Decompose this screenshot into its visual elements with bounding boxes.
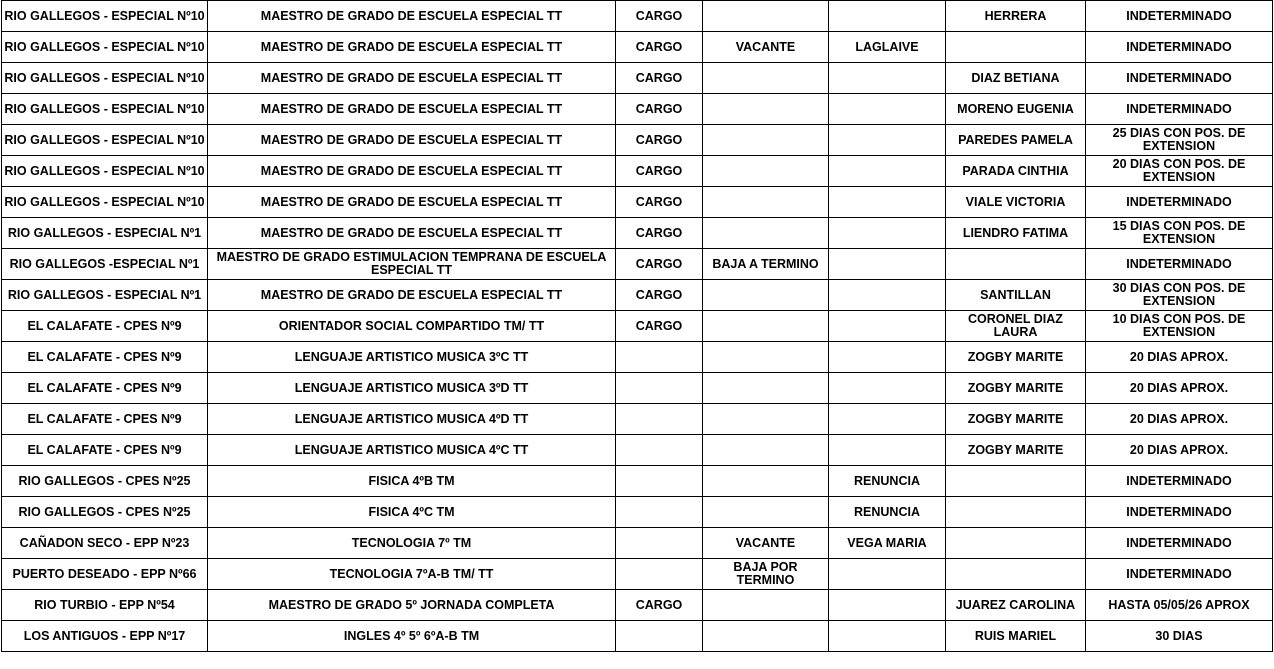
school-cell: RIO GALLEGOS -ESPECIAL Nº1 xyxy=(2,249,208,280)
prior-holder-cell xyxy=(829,559,946,590)
duration-cell: 20 DIAS CON POS. DE EXTENSION xyxy=(1086,156,1273,187)
school-cell: LOS ANTIGUOS - EPP Nº17 xyxy=(2,621,208,652)
type-cell: CARGO xyxy=(616,1,703,32)
substitute-cell: ZOGBY MARITE xyxy=(946,342,1086,373)
vacancy-table xyxy=(1,0,1273,652)
school-cell: EL CALAFATE - CPES Nº9 xyxy=(2,435,208,466)
duration-cell: INDETERMINADO xyxy=(1086,1,1273,32)
table-row xyxy=(2,311,1273,342)
status-cell xyxy=(703,187,829,218)
status-cell xyxy=(703,156,829,187)
position-cell: INGLES 4º 5º 6ºA-B TM xyxy=(208,621,616,652)
prior-holder-cell xyxy=(829,590,946,621)
school-cell: RIO GALLEGOS - ESPECIAL Nº1 xyxy=(2,218,208,249)
duration-cell: 20 DIAS APROX. xyxy=(1086,435,1273,466)
prior-holder-cell: RENUNCIA xyxy=(829,497,946,528)
substitute-cell: CORONEL DIAZ LAURA xyxy=(946,311,1086,342)
prior-holder-cell xyxy=(829,311,946,342)
table-row xyxy=(2,590,1273,621)
substitute-cell: SANTILLAN xyxy=(946,280,1086,311)
substitute-cell xyxy=(946,497,1086,528)
school-cell: RIO GALLEGOS - ESPECIAL Nº10 xyxy=(2,125,208,156)
prior-holder-cell xyxy=(829,218,946,249)
substitute-cell: PAREDES PAMELA xyxy=(946,125,1086,156)
substitute-cell xyxy=(946,559,1086,590)
prior-holder-cell xyxy=(829,621,946,652)
table-row xyxy=(2,125,1273,156)
school-cell: RIO TURBIO - EPP Nº54 xyxy=(2,590,208,621)
substitute-cell: ZOGBY MARITE xyxy=(946,404,1086,435)
type-cell xyxy=(616,404,703,435)
table-row xyxy=(2,435,1273,466)
prior-holder-cell xyxy=(829,435,946,466)
type-cell: CARGO xyxy=(616,218,703,249)
duration-cell: 30 DIAS CON POS. DE EXTENSION xyxy=(1086,280,1273,311)
status-cell: BAJA POR TERMINO xyxy=(703,559,829,590)
status-cell xyxy=(703,590,829,621)
table-row xyxy=(2,342,1273,373)
status-cell xyxy=(703,621,829,652)
school-cell: EL CALAFATE - CPES Nº9 xyxy=(2,373,208,404)
status-cell xyxy=(703,311,829,342)
type-cell: CARGO xyxy=(616,32,703,63)
type-cell: CARGO xyxy=(616,187,703,218)
duration-cell: INDETERMINADO xyxy=(1086,249,1273,280)
school-cell: EL CALAFATE - CPES Nº9 xyxy=(2,342,208,373)
type-cell: CARGO xyxy=(616,590,703,621)
status-cell xyxy=(703,404,829,435)
substitute-cell: PARADA CINTHIA xyxy=(946,156,1086,187)
position-cell: MAESTRO DE GRADO DE ESCUELA ESPECIAL TT xyxy=(208,94,616,125)
school-cell: RIO GALLEGOS - ESPECIAL Nº10 xyxy=(2,63,208,94)
duration-cell: INDETERMINADO xyxy=(1086,187,1273,218)
duration-cell: INDETERMINADO xyxy=(1086,559,1273,590)
status-cell xyxy=(703,342,829,373)
position-cell: MAESTRO DE GRADO DE ESCUELA ESPECIAL TT xyxy=(208,218,616,249)
type-cell xyxy=(616,559,703,590)
prior-holder-cell xyxy=(829,156,946,187)
school-cell: EL CALAFATE - CPES Nº9 xyxy=(2,404,208,435)
position-cell: MAESTRO DE GRADO DE ESCUELA ESPECIAL TT xyxy=(208,63,616,94)
school-cell: RIO GALLEGOS - ESPECIAL Nº10 xyxy=(2,94,208,125)
duration-cell: 25 DIAS CON POS. DE EXTENSION xyxy=(1086,125,1273,156)
type-cell: CARGO xyxy=(616,63,703,94)
prior-holder-cell: VEGA MARIA xyxy=(829,528,946,559)
position-cell: FISICA 4ºB TM xyxy=(208,466,616,497)
position-cell: MAESTRO DE GRADO DE ESCUELA ESPECIAL TT xyxy=(208,125,616,156)
school-cell: RIO GALLEGOS - ESPECIAL Nº10 xyxy=(2,187,208,218)
school-cell: CAÑADON SECO - EPP Nº23 xyxy=(2,528,208,559)
prior-holder-cell xyxy=(829,125,946,156)
prior-holder-cell: RENUNCIA xyxy=(829,466,946,497)
substitute-cell: ZOGBY MARITE xyxy=(946,435,1086,466)
school-cell: EL CALAFATE - CPES Nº9 xyxy=(2,311,208,342)
table-row xyxy=(2,32,1273,63)
duration-cell: 30 DIAS xyxy=(1086,621,1273,652)
table-body xyxy=(2,1,1273,652)
table-row xyxy=(2,280,1273,311)
status-cell xyxy=(703,435,829,466)
status-cell: BAJA A TERMINO xyxy=(703,249,829,280)
duration-cell: INDETERMINADO xyxy=(1086,63,1273,94)
position-cell: MAESTRO DE GRADO 5º JORNADA COMPLETA xyxy=(208,590,616,621)
duration-cell: 20 DIAS APROX. xyxy=(1086,342,1273,373)
type-cell xyxy=(616,435,703,466)
type-cell: CARGO xyxy=(616,280,703,311)
table-row xyxy=(2,187,1273,218)
status-cell xyxy=(703,466,829,497)
type-cell xyxy=(616,497,703,528)
type-cell xyxy=(616,528,703,559)
type-cell: CARGO xyxy=(616,94,703,125)
school-cell: RIO GALLEGOS - CPES Nº25 xyxy=(2,466,208,497)
duration-cell: HASTA 05/05/26 APROX xyxy=(1086,590,1273,621)
substitute-cell: RUIS MARIEL xyxy=(946,621,1086,652)
table-row xyxy=(2,63,1273,94)
substitute-cell xyxy=(946,249,1086,280)
position-cell: LENGUAJE ARTISTICO MUSICA 3ºC TT xyxy=(208,342,616,373)
prior-holder-cell xyxy=(829,280,946,311)
table-row xyxy=(2,497,1273,528)
position-cell: MAESTRO DE GRADO DE ESCUELA ESPECIAL TT xyxy=(208,187,616,218)
position-cell: LENGUAJE ARTISTICO MUSICA 4ºC TT xyxy=(208,435,616,466)
type-cell: CARGO xyxy=(616,125,703,156)
type-cell: CARGO xyxy=(616,156,703,187)
duration-cell: INDETERMINADO xyxy=(1086,466,1273,497)
substitute-cell xyxy=(946,32,1086,63)
school-cell: PUERTO DESEADO - EPP Nº66 xyxy=(2,559,208,590)
table-row xyxy=(2,621,1273,652)
school-cell: RIO GALLEGOS - ESPECIAL Nº10 xyxy=(2,32,208,63)
prior-holder-cell xyxy=(829,373,946,404)
school-cell: RIO GALLEGOS - ESPECIAL Nº10 xyxy=(2,156,208,187)
duration-cell: 20 DIAS APROX. xyxy=(1086,404,1273,435)
position-cell: MAESTRO DE GRADO DE ESCUELA ESPECIAL TT xyxy=(208,1,616,32)
table-row xyxy=(2,404,1273,435)
position-cell: TECNOLOGIA 7º TM xyxy=(208,528,616,559)
table-row xyxy=(2,466,1273,497)
duration-cell: INDETERMINADO xyxy=(1086,32,1273,63)
prior-holder-cell: LAGLAIVE xyxy=(829,32,946,63)
table-row xyxy=(2,156,1273,187)
status-cell xyxy=(703,280,829,311)
type-cell xyxy=(616,373,703,404)
status-cell xyxy=(703,218,829,249)
table-row xyxy=(2,94,1273,125)
substitute-cell xyxy=(946,466,1086,497)
duration-cell: INDETERMINADO xyxy=(1086,94,1273,125)
type-cell xyxy=(616,621,703,652)
status-cell: VACANTE xyxy=(703,32,829,63)
duration-cell: INDETERMINADO xyxy=(1086,497,1273,528)
status-cell xyxy=(703,94,829,125)
prior-holder-cell xyxy=(829,94,946,125)
table-row xyxy=(2,373,1273,404)
status-cell xyxy=(703,63,829,94)
position-cell: MAESTRO DE GRADO DE ESCUELA ESPECIAL TT xyxy=(208,156,616,187)
substitute-cell: DIAZ BETIANA xyxy=(946,63,1086,94)
school-cell: RIO GALLEGOS - ESPECIAL Nº10 xyxy=(2,1,208,32)
duration-cell: 15 DIAS CON POS. DE EXTENSION xyxy=(1086,218,1273,249)
table-row xyxy=(2,528,1273,559)
status-cell xyxy=(703,1,829,32)
position-cell: FISICA 4ºC TM xyxy=(208,497,616,528)
duration-cell: INDETERMINADO xyxy=(1086,528,1273,559)
prior-holder-cell xyxy=(829,187,946,218)
prior-holder-cell xyxy=(829,342,946,373)
position-cell: ORIENTADOR SOCIAL COMPARTIDO TM/ TT xyxy=(208,311,616,342)
prior-holder-cell xyxy=(829,249,946,280)
status-cell xyxy=(703,497,829,528)
status-cell: VACANTE xyxy=(703,528,829,559)
substitute-cell: MORENO EUGENIA xyxy=(946,94,1086,125)
substitute-cell: ZOGBY MARITE xyxy=(946,373,1086,404)
substitute-cell xyxy=(946,528,1086,559)
substitute-cell: LIENDRO FATIMA xyxy=(946,218,1086,249)
status-cell xyxy=(703,373,829,404)
table-row xyxy=(2,218,1273,249)
type-cell xyxy=(616,342,703,373)
position-cell: LENGUAJE ARTISTICO MUSICA 4ºD TT xyxy=(208,404,616,435)
substitute-cell: JUAREZ CAROLINA xyxy=(946,590,1086,621)
position-cell: MAESTRO DE GRADO ESTIMULACION TEMPRANA DE ESCUELA ESPECIAL TT xyxy=(208,249,616,280)
substitute-cell: VIALE VICTORIA xyxy=(946,187,1086,218)
table-row xyxy=(2,1,1273,32)
prior-holder-cell xyxy=(829,63,946,94)
table-row xyxy=(2,249,1273,280)
table-row xyxy=(2,559,1273,590)
position-cell: MAESTRO DE GRADO DE ESCUELA ESPECIAL TT xyxy=(208,32,616,63)
prior-holder-cell xyxy=(829,1,946,32)
school-cell: RIO GALLEGOS - CPES Nº25 xyxy=(2,497,208,528)
type-cell: CARGO xyxy=(616,249,703,280)
type-cell xyxy=(616,466,703,497)
duration-cell: 10 DIAS CON POS. DE EXTENSION xyxy=(1086,311,1273,342)
position-cell: TECNOLOGIA 7ºA-B TM/ TT xyxy=(208,559,616,590)
status-cell xyxy=(703,125,829,156)
type-cell: CARGO xyxy=(616,311,703,342)
duration-cell: 20 DIAS APROX. xyxy=(1086,373,1273,404)
prior-holder-cell xyxy=(829,404,946,435)
position-cell: LENGUAJE ARTISTICO MUSICA 3ºD TT xyxy=(208,373,616,404)
school-cell: RIO GALLEGOS - ESPECIAL Nº1 xyxy=(2,280,208,311)
substitute-cell: HERRERA xyxy=(946,1,1086,32)
position-cell: MAESTRO DE GRADO DE ESCUELA ESPECIAL TT xyxy=(208,280,616,311)
